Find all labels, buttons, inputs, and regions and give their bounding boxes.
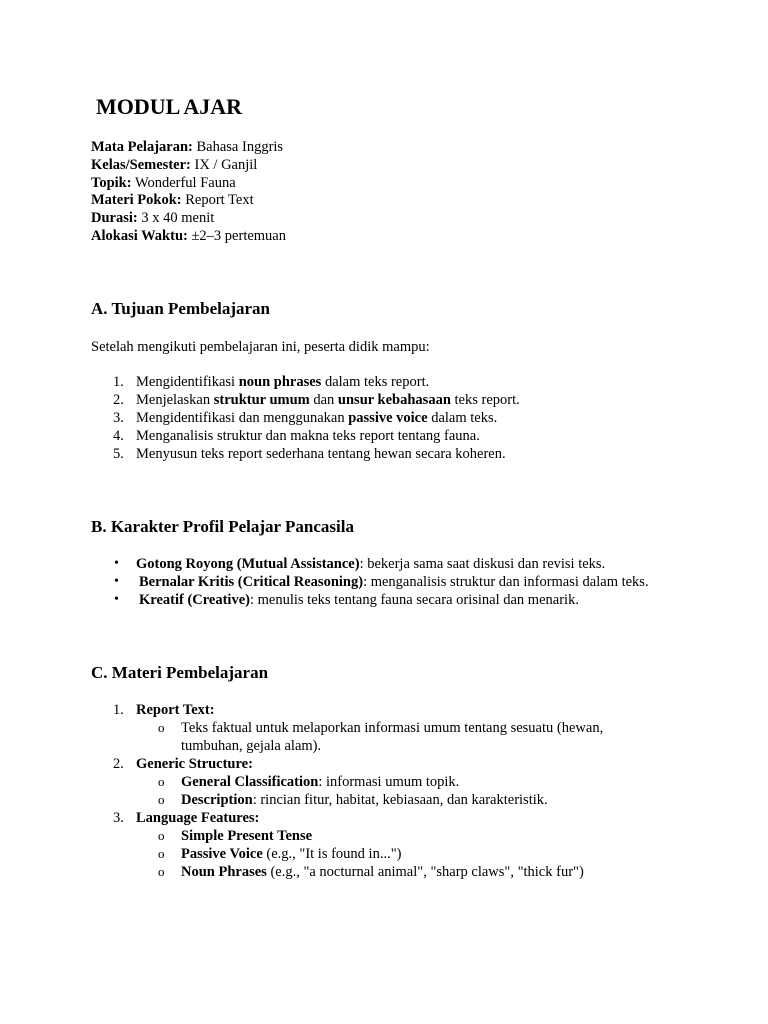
- list-item: 3. Language Features: o Simple Present Tense o Passive Voice (e.g., "It is found in...") o Noun Phrases (e.g., "a nocturnal animal", "sharp claws", "thick fur"): [91, 809, 691, 881]
- tujuan-list: [91, 373, 520, 463]
- sub-bullet-icon: o: [158, 864, 165, 879]
- bullet-icon: •: [114, 556, 119, 571]
- info-mata-pelajaran: Mata Pelajaran: Bahasa Inggris: [91, 139, 284, 155]
- profil-list: [91, 555, 649, 608]
- list-item: 2. Generic Structure: o General Classification: informasi umum topik. o Description: rincian fitur, habitat, kebiasaan, dan karakteristik.: [91, 755, 691, 809]
- section-c-heading: C. Materi Pembelajaran: [91, 663, 269, 682]
- sub-bullet-icon: o: [158, 846, 165, 861]
- sub-list: [136, 773, 691, 809]
- module-info: [91, 138, 286, 245]
- info-materi-pokok: Materi Pokok: Report Text: [91, 192, 254, 209]
- sub-list-item: o Passive Voice (e.g., "It is found in..."): [158, 846, 402, 862]
- info-alokasi-waktu: Alokasi Waktu: ±2–3 pertemuan: [91, 227, 286, 244]
- info-kelas-semester: Kelas/Semester: IX / Ganjil: [91, 156, 258, 173]
- list-item: 1. Report Text: o Teks faktual untuk melaporkan informasi umum tentang sesuatu (hewan, tumbuhan, gejala alam).: [91, 701, 691, 755]
- list-item: 2. Menjelaskan struktur umum dan unsur kebahasaan teks report.: [113, 392, 520, 408]
- bullet-icon: •: [114, 573, 119, 589]
- section-a-heading: A. Tujuan Pembelajaran: [91, 299, 270, 318]
- sub-list-item: o General Classification: informasi umum topik.: [158, 774, 460, 790]
- sub-list-item: o Description: rincian fitur, habitat, kebiasaan, dan karakteristik.: [158, 792, 548, 808]
- sub-list-item: o Noun Phrases (e.g., "a nocturnal animal", "sharp claws", "thick fur"): [158, 864, 584, 880]
- sub-bullet-icon: o: [158, 828, 165, 843]
- list-item: 1. Mengidentifikasi noun phrases dalam teks report.: [113, 374, 430, 390]
- sub-list-item: o Simple Present Tense: [158, 828, 313, 844]
- list-item: • Kreatif (Creative): menulis teks tentang fauna secara orisinal dan menarik.: [114, 591, 579, 608]
- sub-bullet-icon: o: [158, 720, 165, 735]
- bullet-icon: •: [114, 591, 119, 607]
- sub-bullet-icon: o: [158, 774, 165, 789]
- info-durasi: Durasi: 3 x 40 menit: [91, 210, 215, 227]
- document-title: MODUL AJAR: [96, 94, 243, 119]
- list-item: • Gotong Royong (Mutual Assistance): bekerja sama saat diskusi dan revisi teks.: [114, 556, 606, 572]
- sub-bullet-icon: o: [158, 792, 165, 807]
- list-item: 3. Mengidentifikasi dan menggunakan passive voice dalam teks.: [113, 410, 498, 426]
- list-item: 5. Menyusun teks report sederhana tentang hewan secara koheren.: [113, 446, 506, 462]
- materi-list: [91, 701, 691, 881]
- section-a-intro: Setelah mengikuti pembelajaran ini, peserta didik mampu:: [91, 339, 430, 355]
- sub-list: [136, 827, 691, 881]
- section-b-heading: B. Karakter Profil Pelajar Pancasila: [91, 517, 354, 536]
- sub-list-item: o Teks faktual untuk melaporkan informasi umum tentang sesuatu (hewan, tumbuhan, gejala alam).: [158, 720, 604, 754]
- list-item: 4. Menganalisis struktur dan makna teks report tentang fauna.: [113, 428, 480, 444]
- info-topik: Topik: Wonderful Fauna: [91, 174, 236, 191]
- sub-list: [136, 719, 691, 755]
- list-item: • Bernalar Kritis (Critical Reasoning): menganalisis struktur dan informasi dalam teks.: [114, 573, 649, 590]
